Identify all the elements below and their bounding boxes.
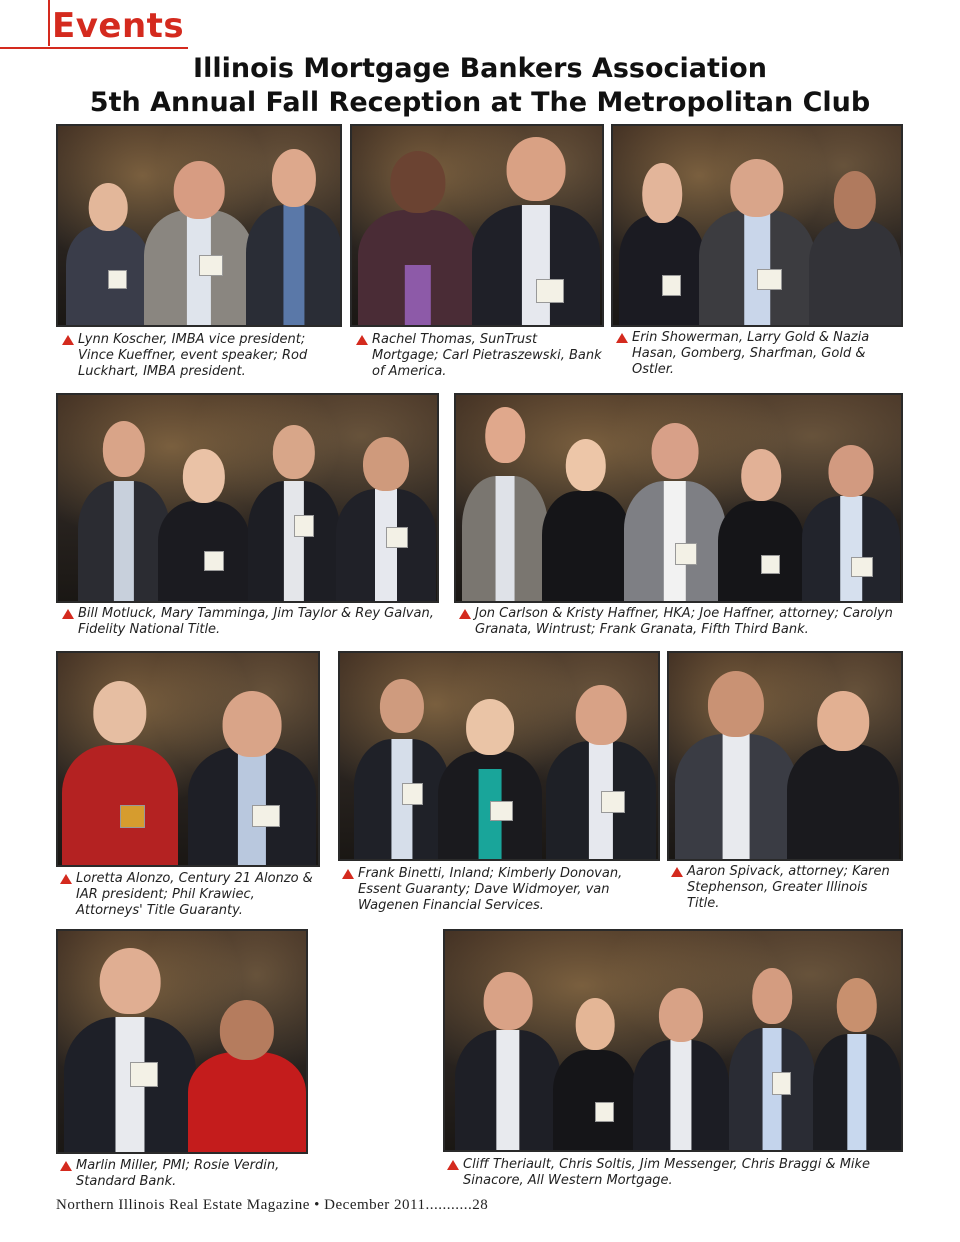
page-footer: Northern Illinois Real Estate Magazine • December 2011...........28 [56,1197,489,1213]
caption-marker-icon [356,335,368,345]
photo-3 [611,124,903,327]
photo-2 [350,124,604,327]
section-label: Events [52,6,185,46]
caption-marker-icon [616,333,628,343]
section-rule-vertical [48,0,50,46]
caption-marker-icon [671,867,683,877]
caption-1: Lynn Koscher, IMBA vice president; Vince Kueffner, event speaker; Rod Luckhart, IMBA president. [60,332,330,380]
caption-marker-icon [459,609,471,619]
caption-9: Marlin Miller, PMI; Rosie Verdin, Standard Bank. [58,1158,308,1190]
caption-5: Jon Carlson & Kristy Haffner, HKA; Joe Haffner, attorney; Carolyn Granata, Wintrust; Frank Granata, Fifth Third Bank. [457,606,903,638]
caption-3: Erin Showerman, Larry Gold & Nazia Hasan, Gomberg, Sharfman, Gold & Ostler. [614,330,900,378]
caption-4: Bill Motluck, Mary Tamminga, Jim Taylor & Rey Galvan, Fidelity National Title. [60,606,440,638]
caption-10: Cliff Theriault, Chris Soltis, Jim Messenger, Chris Braggi & Mike Sinacore, All Western Mortgage. [445,1157,903,1189]
caption-marker-icon [60,1161,72,1171]
page-title-line-2: 5th Annual Fall Reception at The Metropolitan Club [89,87,871,118]
caption-6: Loretta Alonzo, Century 21 Alonzo & IAR president; Phil Krawiec, Attorneys' Title Guaranty. [58,871,320,919]
photo-6 [56,651,320,867]
caption-marker-icon [60,874,72,884]
caption-marker-icon [62,335,74,345]
caption-7: Frank Binetti, Inland; Kimberly Donovan, Essent Guaranty; Dave Widmoyer, van Wagenen Financial Services. [340,866,660,914]
page-title-line-1: Illinois Mortgage Bankers Association [193,53,767,84]
photo-1 [56,124,342,327]
caption-marker-icon [447,1160,459,1170]
photo-10 [443,929,903,1152]
caption-2: Rachel Thomas, SunTrust Mortgage; Carl Pietraszewski, Bank of America. [354,332,604,380]
caption-marker-icon [62,609,74,619]
section-rule-horizontal [0,47,188,49]
photo-8 [667,651,903,861]
caption-marker-icon [342,869,354,879]
caption-8: Aaron Spivack, attorney; Karen Stephenson, Greater Illinois Title. [669,864,903,912]
photo-9 [56,929,308,1154]
photo-7 [338,651,660,861]
photo-4 [56,393,439,603]
photo-5 [454,393,903,603]
